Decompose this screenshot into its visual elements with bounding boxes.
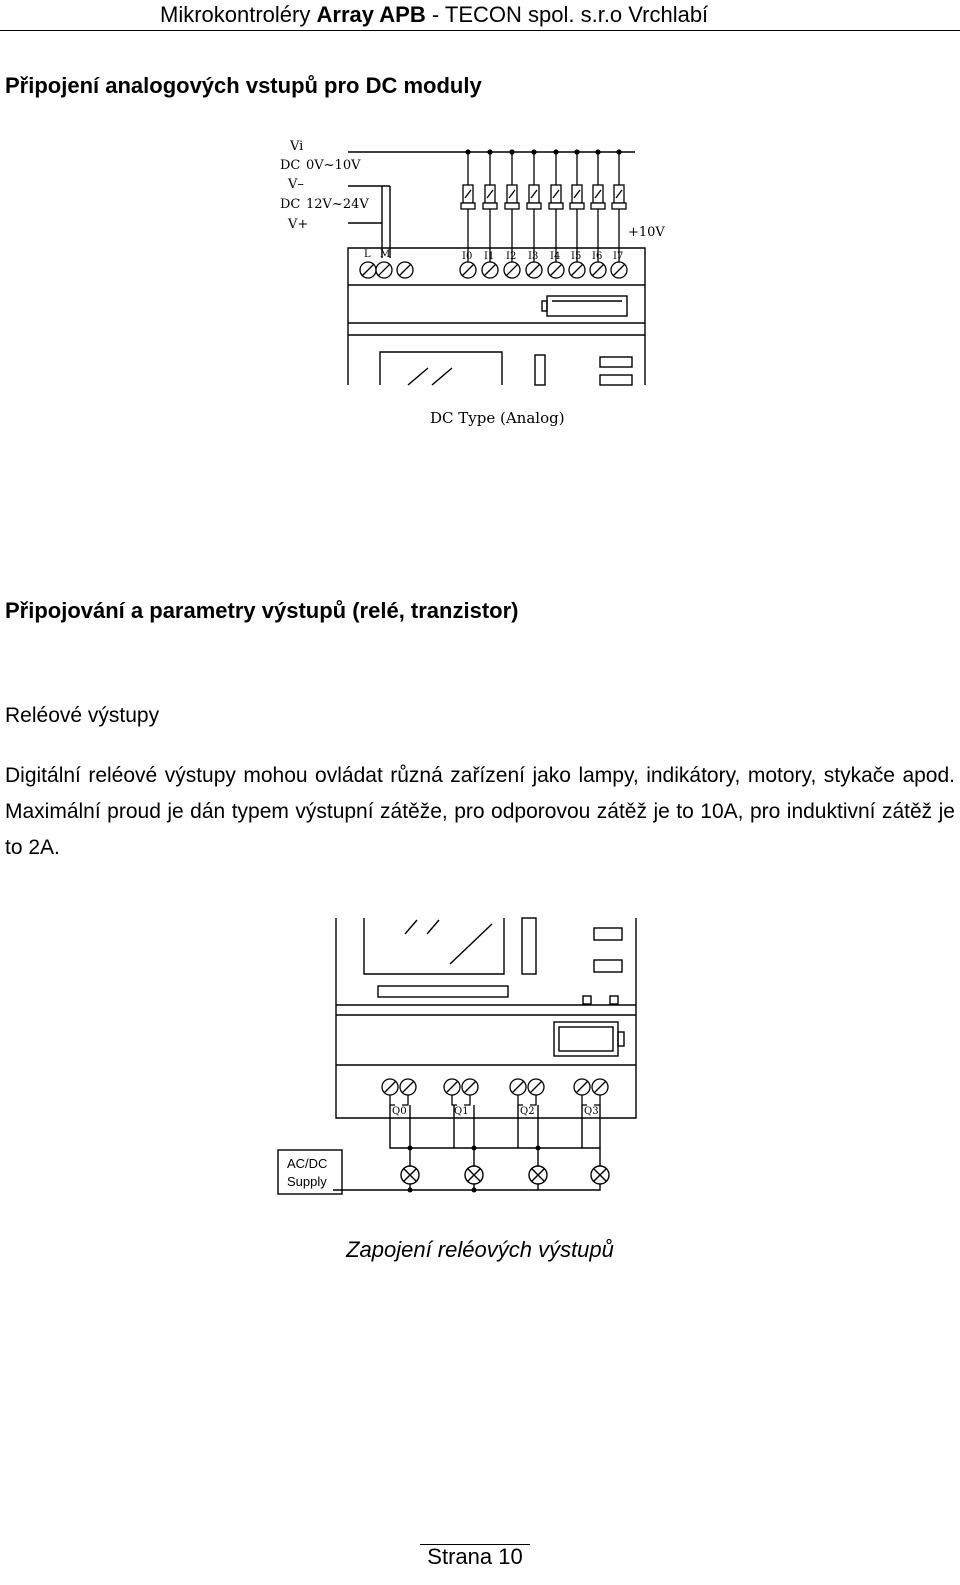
label-m: M [380,249,391,260]
label-i4: I4 [550,251,561,262]
section-title-analog-inputs: Připojení analogových vstupů pro DC moduly [5,73,482,98]
page-number: Strana 10 [427,1544,523,1569]
subtitle-relay-outputs: Reléové výstupy [5,704,160,727]
output-terminal-q0 [382,1079,416,1105]
header-suffix: - TECON spol. s.r.o Vrchlabí [431,2,709,27]
header-prefix: Mikrokontroléry [160,2,311,27]
module-outline [336,918,636,1118]
label-l: L [364,249,371,260]
supply-label-line2: Supply [287,1174,327,1189]
label-q1: Q1 [454,1106,469,1117]
battery-icon [547,296,627,316]
header-rule [0,30,960,31]
figure2-caption: Zapojení reléových výstupů [346,1237,614,1262]
lamp-icon [401,1166,419,1184]
label-q3: Q3 [584,1106,599,1117]
lamp-icon [465,1166,483,1184]
label-vplus: V+ [288,217,309,232]
relay-outputs-paragraph: Digitální reléové výstupy mohou ovládat různá zařízení jako lampy, indikátory, motory, stykače apod. Maximální proud je dán typem výstupní zátěže, pro odporovou zátěž je to 10A, pro induktivní zátěž je to 2A. [5,764,955,859]
label-i0: I0 [462,251,473,262]
relay-wiring-diagram [270,910,650,1205]
label-i3: I3 [528,251,539,262]
label-i7: I7 [613,251,624,262]
label-range1: 0V~10V [306,158,361,173]
analog-wiring-diagram [270,130,690,440]
label-q0: Q0 [392,1106,407,1117]
header-brand: Array APB [316,2,426,27]
label-i5: I5 [571,251,582,262]
label-vminus: V– [288,177,304,192]
supply-label-line1: AC/DC [287,1156,328,1171]
lamp-icon [591,1166,609,1184]
label-dc2: DC [280,197,301,212]
output-terminal-q3 [574,1079,608,1105]
label-dc1: DC [280,158,301,173]
lamp-icon [529,1166,547,1184]
label-q2: Q2 [520,1106,535,1117]
page-header [0,0,960,30]
label-i2: I2 [506,251,517,262]
label-i1: I1 [484,251,495,262]
label-plus10v: +10V [628,225,665,240]
label-vi: Vi [290,139,304,154]
section-title-outputs: Připojování a parametry výstupů (relé, tranzistor) [5,598,519,623]
figure1-caption: DC Type (Analog) [430,409,565,427]
display-outline [380,352,502,385]
output-terminal-q1 [444,1079,478,1105]
label-range2: 12V~24V [306,197,369,212]
header-text [160,2,708,28]
label-i6: I6 [592,251,603,262]
output-terminal-q2 [510,1079,544,1105]
